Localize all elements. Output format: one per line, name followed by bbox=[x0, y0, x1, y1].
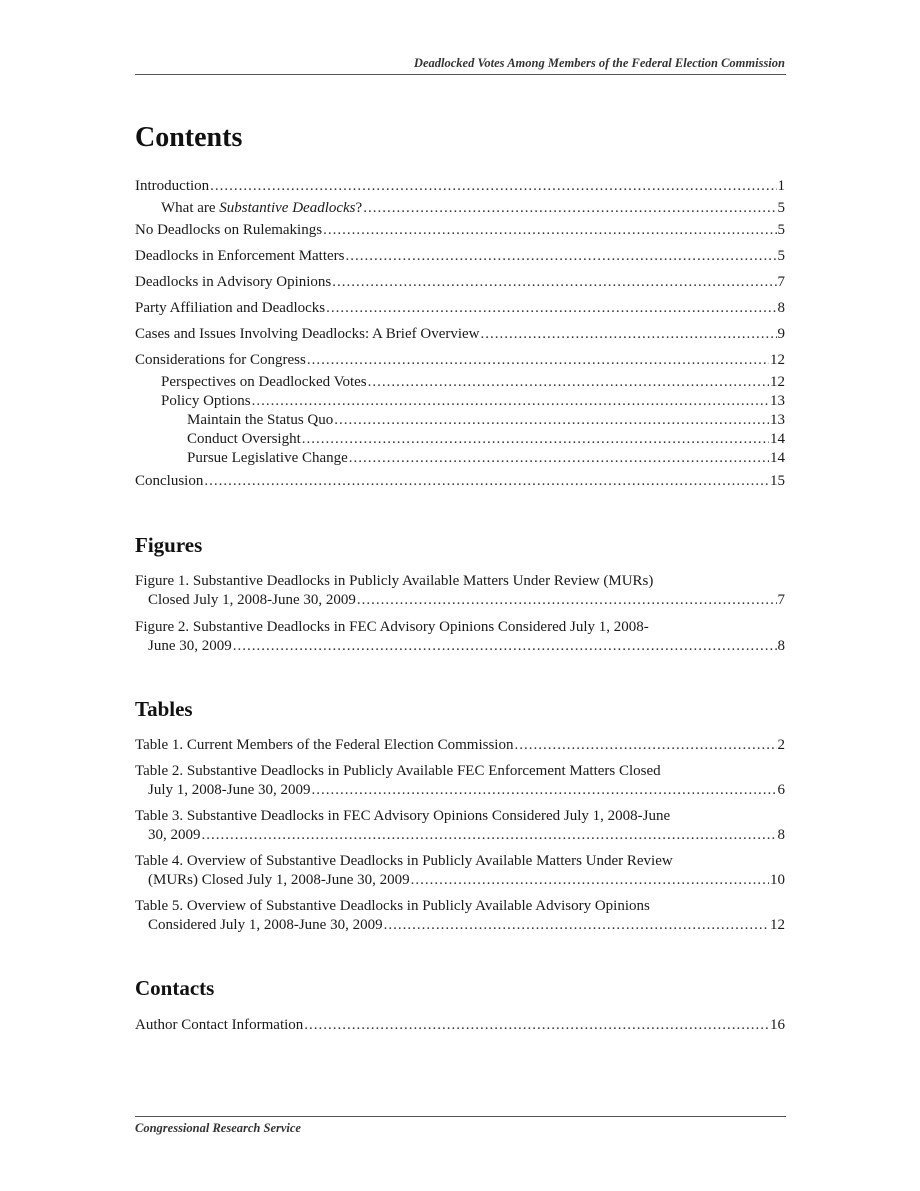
page-number: 12 bbox=[770, 352, 785, 368]
page-number: 2 bbox=[777, 737, 785, 753]
contents-title: Contents bbox=[135, 122, 243, 153]
toc-entry-label: Party Affiliation and Deadlocks bbox=[135, 300, 326, 316]
toc-entry-label-cont: Closed July 1, 2008-June 30, 2009 bbox=[148, 592, 356, 608]
toc-entry-label: No Deadlocks on Rulemakings bbox=[135, 222, 323, 238]
toc-entry-label: Deadlocks in Enforcement Matters bbox=[135, 248, 345, 264]
toc-entry-table-4[interactable] bbox=[135, 852, 785, 890]
page-number: 14 bbox=[770, 431, 785, 447]
leader-dots bbox=[302, 430, 769, 449]
toc-entry-label-cont: Considered July 1, 2008-June 30, 2009 bbox=[148, 917, 383, 933]
leader-dots bbox=[357, 591, 777, 610]
leader-dots bbox=[210, 177, 776, 196]
toc-entry-label: Introduction bbox=[135, 178, 210, 194]
toc-entry-introduction[interactable] bbox=[135, 177, 785, 196]
leader-dots bbox=[481, 325, 777, 344]
footer-rule bbox=[135, 1116, 786, 1117]
leader-dots bbox=[334, 411, 769, 430]
leader-dots bbox=[332, 273, 776, 292]
toc-entry-table-5[interactable] bbox=[135, 897, 785, 935]
toc-entry-label: Cases and Issues Involving Deadlocks: A Brief Overview bbox=[135, 326, 480, 342]
toc-entry-figure-2[interactable] bbox=[135, 618, 785, 656]
page-number: 1 bbox=[777, 178, 785, 194]
toc-entry-rulemakings[interactable] bbox=[135, 221, 785, 240]
page-number: 16 bbox=[770, 1017, 785, 1033]
page-number: 8 bbox=[777, 827, 785, 843]
page-number: 5 bbox=[777, 222, 785, 238]
toc-entry-label-cont: July 1, 2008-June 30, 2009 bbox=[148, 782, 311, 798]
toc-entry-label: Pursue Legislative Change bbox=[187, 450, 348, 466]
page-number: 15 bbox=[770, 473, 785, 489]
leader-dots bbox=[368, 373, 769, 392]
toc-entry-figure-1[interactable] bbox=[135, 572, 785, 610]
leader-dots bbox=[312, 781, 777, 800]
toc-entry-label: What are Substantive Deadlocks? bbox=[161, 200, 363, 216]
toc-entry-considerations[interactable] bbox=[135, 351, 785, 370]
page-number: 5 bbox=[777, 200, 785, 216]
leader-dots bbox=[363, 199, 776, 218]
toc-entry-table-3[interactable] bbox=[135, 807, 785, 845]
toc-entry-label: Policy Options bbox=[161, 393, 251, 409]
leader-dots bbox=[411, 871, 769, 890]
page-number: 12 bbox=[770, 917, 785, 933]
toc-entry-label: Maintain the Status Quo bbox=[187, 412, 334, 428]
page-number: 10 bbox=[770, 872, 785, 888]
page-number: 9 bbox=[777, 326, 785, 342]
toc-entry-status-quo[interactable] bbox=[187, 411, 785, 430]
page-number: 7 bbox=[777, 274, 785, 290]
leader-dots bbox=[252, 392, 769, 411]
page-number: 13 bbox=[770, 412, 785, 428]
toc-entry-label: Conclusion bbox=[135, 473, 204, 489]
toc-entry-cases-issues[interactable] bbox=[135, 325, 785, 344]
contacts-heading: Contacts bbox=[135, 976, 215, 1000]
leader-dots bbox=[204, 472, 769, 491]
toc-entry-enforcement[interactable] bbox=[135, 247, 785, 266]
running-footer: Congressional Research Service bbox=[135, 1121, 301, 1135]
toc-entry-policy-options[interactable] bbox=[161, 392, 785, 411]
page-number: 8 bbox=[777, 638, 785, 654]
page-number: 8 bbox=[777, 300, 785, 316]
page-number: 12 bbox=[770, 374, 785, 390]
toc-entry-legislative-change[interactable] bbox=[187, 449, 785, 468]
toc-entry-author-contact[interactable] bbox=[135, 1016, 785, 1035]
toc-entry-perspectives[interactable] bbox=[161, 373, 785, 392]
leader-dots bbox=[323, 221, 776, 240]
toc-entry-substantive-deadlocks[interactable] bbox=[161, 199, 785, 218]
toc-entry-label: Table 4. Overview of Substantive Deadlocks in Publicly Available Matters Under Review bbox=[135, 853, 673, 869]
toc-entry-label: Conduct Oversight bbox=[187, 431, 301, 447]
leader-dots bbox=[514, 736, 776, 755]
running-header: Deadlocked Votes Among Members of the Federal Election Commission bbox=[413, 56, 785, 70]
page-number: 14 bbox=[770, 450, 785, 466]
toc-entry-label: Considerations for Congress bbox=[135, 352, 306, 368]
toc-entry-table-2[interactable] bbox=[135, 762, 785, 800]
toc-entry-party-affiliation[interactable] bbox=[135, 299, 785, 318]
toc-entry-label-cont: (MURs) Closed July 1, 2008-June 30, 2009 bbox=[148, 872, 410, 888]
toc-entry-label: Table 1. Current Members of the Federal Election Commission bbox=[135, 737, 514, 753]
toc-entry-oversight[interactable] bbox=[187, 430, 785, 449]
toc-entry-label-cont: June 30, 2009 bbox=[148, 638, 232, 654]
toc-entry-label: Deadlocks in Advisory Opinions bbox=[135, 274, 332, 290]
toc-entry-label: Figure 2. Substantive Deadlocks in FEC Advisory Opinions Considered July 1, 2008- bbox=[135, 619, 649, 635]
page-number: 6 bbox=[777, 782, 785, 798]
toc-entry-label: Perspectives on Deadlocked Votes bbox=[161, 374, 367, 390]
toc-entry-label: Table 3. Substantive Deadlocks in FEC Advisory Opinions Considered July 1, 2008-June bbox=[135, 808, 671, 824]
figures-heading: Figures bbox=[135, 533, 203, 557]
leader-dots bbox=[233, 637, 777, 656]
page-number: 13 bbox=[770, 393, 785, 409]
toc-entry-label: Table 2. Substantive Deadlocks in Publicly Available FEC Enforcement Matters Closed bbox=[135, 763, 661, 779]
leader-dots bbox=[307, 351, 769, 370]
leader-dots bbox=[202, 826, 777, 845]
leader-dots bbox=[349, 449, 769, 468]
leader-dots bbox=[326, 299, 776, 318]
toc-entry-label: Author Contact Information bbox=[135, 1017, 304, 1033]
toc-entry-label-cont: 30, 2009 bbox=[148, 827, 201, 843]
page-number: 7 bbox=[777, 592, 785, 608]
toc-entry-label: Figure 1. Substantive Deadlocks in Publicly Available Matters Under Review (MURs) bbox=[135, 573, 654, 589]
page-number: 5 bbox=[777, 248, 785, 264]
tables-heading: Tables bbox=[135, 697, 193, 721]
toc-entry-label: Table 5. Overview of Substantive Deadlocks in Publicly Available Advisory Opinions bbox=[135, 898, 650, 914]
leader-dots bbox=[346, 247, 777, 266]
leader-dots bbox=[384, 916, 769, 935]
toc-entry-conclusion[interactable] bbox=[135, 472, 785, 491]
toc-entry-advisory-opinions[interactable] bbox=[135, 273, 785, 292]
leader-dots bbox=[304, 1016, 769, 1035]
toc-entry-table-1[interactable] bbox=[135, 736, 785, 755]
header-rule bbox=[135, 74, 786, 75]
